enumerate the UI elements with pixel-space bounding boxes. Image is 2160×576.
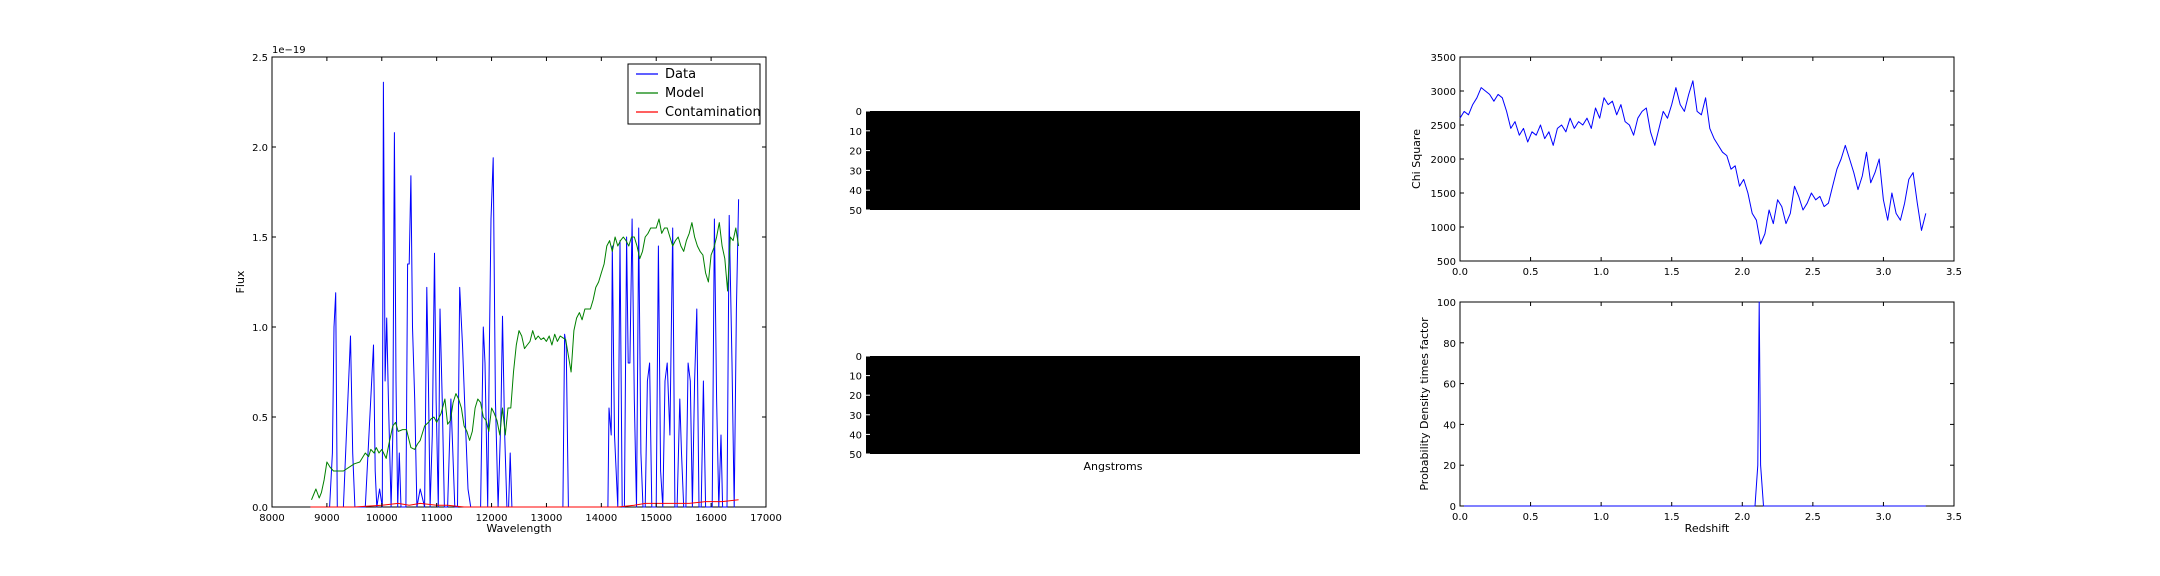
chi-square-ylabel: Chi Square bbox=[1410, 129, 1423, 189]
spectrum-xtick-label: 16000 bbox=[695, 513, 728, 524]
image-bottom-ytick-label: 50 bbox=[849, 450, 862, 461]
spectrum-xtick-label: 15000 bbox=[640, 513, 673, 524]
image-bottom-ytick-label: 20 bbox=[849, 391, 862, 403]
image-bottom-ytick-label: 0 bbox=[855, 352, 862, 363]
legend-label-contamination: Contamination bbox=[665, 105, 761, 120]
spectrum-ytick-label: 2.0 bbox=[252, 143, 268, 154]
spectrum-xtick-label: 13000 bbox=[530, 513, 563, 524]
chi-square-ytick-label: 3500 bbox=[1430, 53, 1456, 64]
spectrum-xtick-label: 17000 bbox=[750, 513, 782, 524]
chi-square-xtick-label: 0.0 bbox=[1452, 267, 1468, 278]
spectrum-xlabel: Wavelength bbox=[486, 522, 552, 535]
probability-xtick-label: 3.0 bbox=[1875, 512, 1892, 523]
spectrum-xtick-label: 11000 bbox=[420, 513, 453, 524]
spectrum-xtick-label: 14000 bbox=[585, 513, 618, 524]
probability-ytick-label: 60 bbox=[1443, 379, 1456, 391]
probability-xtick-label: 1.0 bbox=[1593, 512, 1610, 523]
image-top-ytick-label: 40 bbox=[849, 186, 862, 198]
image-top-ytick-label: 0 bbox=[855, 107, 862, 118]
spectrum-ytick-label: 1.0 bbox=[252, 323, 268, 334]
image-top-ytick-label: 50 bbox=[849, 206, 862, 217]
probability-xlabel: Redshift bbox=[1684, 522, 1730, 535]
probability-ytick-label: 20 bbox=[1443, 461, 1456, 473]
chi-square-xtick-label: 0.5 bbox=[1522, 267, 1539, 278]
chi-square-panel bbox=[1410, 53, 1962, 278]
probability-ytick-label: 100 bbox=[1436, 298, 1456, 309]
chi-square-ytick-label: 1500 bbox=[1430, 189, 1456, 200]
spectrum-ylabel: Flux bbox=[234, 270, 247, 294]
chi-square-xtick-label: 1.0 bbox=[1593, 267, 1610, 278]
chi-square-axes bbox=[1460, 57, 1954, 261]
image-bottom-canvas bbox=[866, 356, 1360, 454]
legend bbox=[628, 64, 761, 124]
probability-xtick-label: 3.5 bbox=[1946, 512, 1962, 523]
spectrum-xtick-label: 12000 bbox=[475, 513, 508, 524]
probability-xtick-label: 0.0 bbox=[1452, 512, 1468, 523]
image-bottom-ytick-label: 10 bbox=[849, 371, 862, 383]
spectrum-ytick-label: 2.5 bbox=[252, 53, 268, 64]
image-bottom-panel bbox=[849, 352, 1360, 473]
probability-xtick-label: 2.5 bbox=[1804, 512, 1821, 523]
spectrum-offset-label: 1e−19 bbox=[272, 45, 306, 56]
spectrum-xtick-label: 9000 bbox=[314, 513, 340, 524]
chi-square-xtick-label: 2.0 bbox=[1734, 267, 1751, 278]
probability-ytick-label: 80 bbox=[1443, 338, 1456, 350]
image-top-panel bbox=[849, 107, 1360, 217]
spectrum-ytick-label: 0.0 bbox=[252, 503, 268, 514]
chi-square-xtick-label: 1.5 bbox=[1663, 267, 1680, 278]
chi-square-ytick-label: 2500 bbox=[1430, 121, 1456, 132]
legend-label-model: Model bbox=[665, 86, 705, 101]
image-top-ytick-label: 30 bbox=[849, 166, 862, 178]
chi-square-ytick-label: 1000 bbox=[1430, 223, 1456, 234]
image-bottom-ytick-label: 30 bbox=[849, 410, 862, 422]
probability-xtick-label: 2.0 bbox=[1734, 512, 1751, 523]
probability-axes bbox=[1460, 302, 1954, 506]
image-top-canvas bbox=[866, 111, 1360, 210]
chi-square-xtick-label: 3.5 bbox=[1946, 267, 1962, 278]
probability-ytick-label: 0 bbox=[1449, 502, 1456, 513]
image-top-ytick-label: 10 bbox=[849, 126, 862, 138]
spectrum-xtick-label: 10000 bbox=[365, 513, 398, 524]
chi-square-xtick-label: 3.0 bbox=[1875, 267, 1892, 278]
image-bottom-ytick-label: 40 bbox=[849, 430, 862, 442]
chi-square-ytick-label: 2000 bbox=[1430, 155, 1456, 166]
probability-ytick-label: 40 bbox=[1443, 420, 1456, 432]
spectrum-ytick-label: 0.5 bbox=[252, 413, 268, 424]
image-bottom-xlabel: Angstroms bbox=[1083, 460, 1143, 473]
probability-xtick-label: 0.5 bbox=[1522, 512, 1539, 523]
chi-square-ytick-label: 3000 bbox=[1430, 87, 1456, 98]
legend-label-data: Data bbox=[665, 67, 697, 82]
probability-ylabel: Probability Density times factor bbox=[1418, 317, 1431, 491]
spectrum-ytick-label: 1.5 bbox=[252, 233, 268, 244]
spectrum-panel bbox=[234, 45, 782, 535]
chi-square-xtick-label: 2.5 bbox=[1804, 267, 1821, 278]
chi-square-ytick-label: 500 bbox=[1436, 257, 1456, 268]
spectrum-xtick-label: 8000 bbox=[259, 513, 285, 524]
probability-panel bbox=[1418, 298, 1962, 535]
image-top-ytick-label: 20 bbox=[849, 146, 862, 158]
probability-xtick-label: 1.5 bbox=[1663, 512, 1680, 523]
